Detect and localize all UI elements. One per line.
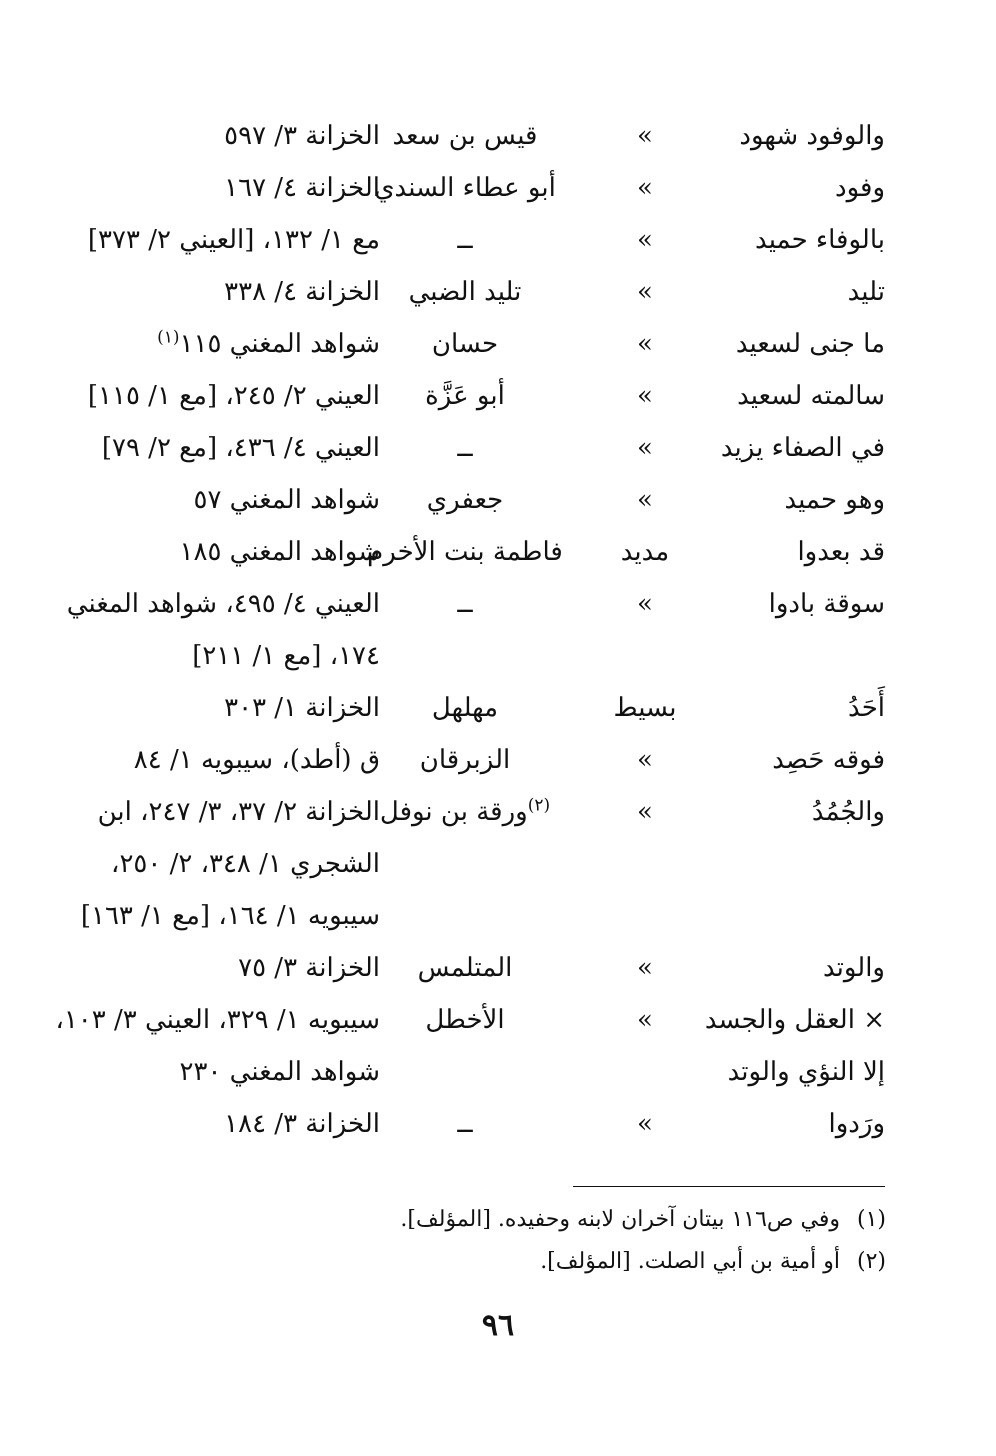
meter-cell: » <box>637 277 653 307</box>
meter-cell: » <box>637 1109 653 1139</box>
poet-cell: قيس بن سعد <box>392 121 538 151</box>
rhyme-cell: بالوفاء حميد <box>755 225 885 255</box>
poet-cell: الأخطل <box>425 1005 505 1035</box>
source-cell <box>40 318 380 370</box>
source-cell: العيني ٢/ ٢٤٥، [مع ١/ ١١٥] <box>87 381 380 411</box>
footnote-text: وفي ص١١٦ بيتان آخران لابنه وحفيده. [المؤلف]. <box>400 1207 840 1232</box>
rhyme-cell: إلا النؤي والوتد <box>727 1057 885 1087</box>
source-cell: شواهد المغني ٥٧ <box>193 485 380 515</box>
poet-cell: ــ <box>457 589 473 619</box>
poet-cell: تليد الضبي <box>408 277 522 307</box>
footnote-number: (١) <box>856 1207 886 1232</box>
source-cell: ق (أطد)، سيبويه ١/ ٨٤ <box>133 745 380 775</box>
rhyme-cell: في الصفاء يزيد <box>720 433 885 463</box>
rhyme-cell: فوقه حَصِد <box>772 745 885 775</box>
meter-cell: » <box>637 797 653 827</box>
meter-cell: » <box>637 485 653 515</box>
poet-cell: أبو عَزَّة <box>425 381 505 411</box>
meter-cell: » <box>637 589 653 619</box>
footnote-text: أو أمية بن أبي الصلت. [المؤلف]. <box>540 1249 840 1274</box>
source-cell: الخزانة ٣/ ١٨٤ <box>224 1109 380 1139</box>
page-number: ٩٦ <box>481 1308 515 1343</box>
source-cell: مع ١/ ١٣٢، [العيني ٢/ ٣٧٣] <box>87 225 380 255</box>
source-cell: الخزانة ٤/ ٣٣٨ <box>224 277 380 307</box>
source-cell: الخزانة ١/ ٣٠٣ <box>224 693 380 723</box>
rhyme-cell: وفود <box>835 173 885 203</box>
source-cell: شواهد المغني ١٨٥ <box>179 537 380 567</box>
poet-cell: ــ <box>457 225 473 255</box>
rhyme-cell: قد بعدوا <box>797 537 885 567</box>
poet-cell: حسان <box>431 329 499 359</box>
meter-cell: مديد <box>620 537 670 567</box>
poet-cell: أبو عطاء السندي <box>374 173 556 203</box>
poet-cell: ــ <box>457 1109 473 1139</box>
poet-cell: فاطمة بنت الأخرم <box>367 537 563 567</box>
rhyme-cell: سوقة بادوا <box>768 589 885 619</box>
poet-cell: الزبرقان <box>419 745 511 775</box>
rhyme-cell: والجُمُدُ <box>811 797 885 827</box>
meter-cell: » <box>637 381 653 411</box>
rhyme-cell: والوتد <box>822 953 885 983</box>
source-cell: شواهد المغني ٢٣٠ <box>179 1057 380 1087</box>
meter-cell: » <box>637 173 653 203</box>
footnote-marker: (١) <box>157 327 180 348</box>
rhyme-cell: والوفود شهود <box>739 121 885 151</box>
rhyme-cell: سالمته لسعيد <box>737 381 885 411</box>
rhyme-cell: وهو حميد <box>784 485 885 515</box>
rhyme-cell: أَحَدُ <box>848 693 885 723</box>
rhyme-cell: × العقل والجسد <box>704 1005 885 1035</box>
meter-cell: » <box>637 329 653 359</box>
source-cell: سيبويه ١/ ٣٢٩، العيني ٣/ ١٠٣، <box>55 1005 380 1035</box>
poet-cell: مهلهل <box>431 693 499 723</box>
source-cell: الخزانة ٢/ ٣٧، ٣/ ٢٤٧، ابن الشجري ١/ ٣٤٨، ٢/ ٢٥٠، سيبويه ١/ ١٦٤، [مع ١/ ١٦٣] <box>80 797 380 931</box>
rhyme-cell: تليد <box>847 277 885 307</box>
meter-cell: » <box>637 953 653 983</box>
poet-cell <box>365 786 565 838</box>
poet-cell: ــ <box>457 433 473 463</box>
footnote <box>46 1245 886 1279</box>
poet-text: ورقة بن نوفل <box>379 797 528 827</box>
meter-cell: بسيط <box>613 693 677 723</box>
footnote-number: (٢) <box>856 1249 886 1274</box>
rhyme-cell: ورَدوا <box>828 1109 885 1139</box>
poet-cell: المتلمس <box>417 953 513 983</box>
meter-cell: » <box>637 1005 653 1035</box>
rhyme-cell: ما جنى لسعيد <box>735 329 885 359</box>
source-cell: الخزانة ٤/ ١٦٧ <box>224 173 380 203</box>
footnote-marker: (٢) <box>527 795 551 816</box>
footnote-separator <box>573 1186 885 1187</box>
source-cell: العيني ٤/ ٤٩٥، شواهد المغني ١٧٤، [مع ١/ ٢١١] <box>66 589 380 671</box>
poet-cell: جعفري <box>426 485 504 515</box>
source-text: شواهد المغني ١١٥ <box>179 329 380 359</box>
meter-cell: » <box>637 121 653 151</box>
meter-cell: » <box>637 225 653 255</box>
footnote <box>46 1203 886 1237</box>
source-cell: الخزانة ٣/ ٥٩٧ <box>224 121 380 151</box>
source-cell: العيني ٤/ ٤٣٦، [مع ٢/ ٧٩] <box>101 433 380 463</box>
source-cell: الخزانة ٣/ ٧٥ <box>238 953 380 983</box>
meter-cell: » <box>637 745 653 775</box>
meter-cell: » <box>637 433 653 463</box>
